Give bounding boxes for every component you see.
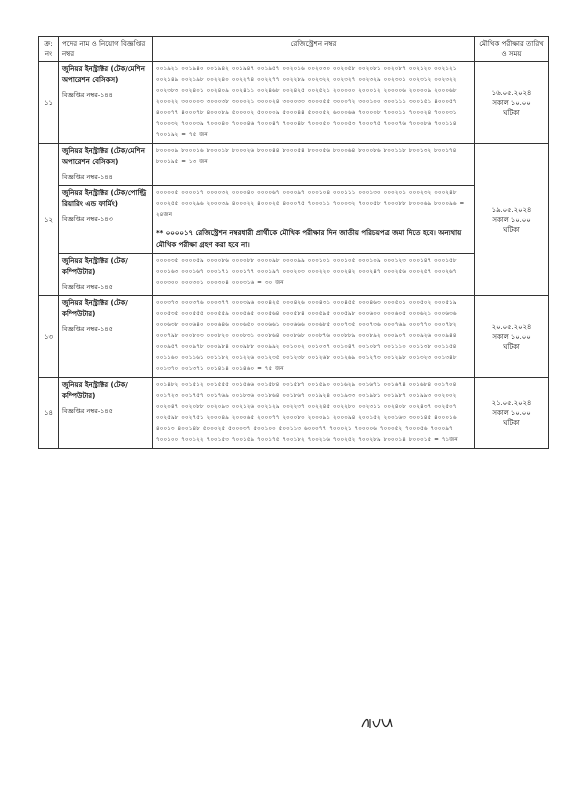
post-cell	[59, 296, 153, 378]
post-cell	[59, 62, 153, 144]
header-serial: ক্র: নং	[39, 37, 59, 62]
registration-numbers: ৮০০০০৯ ৮০০০১৬ ৮০০০১৮ ৮০০০২৬ ৮০০০৪৪ ৮০০০৫৪ ৮০০০৫৬ ৮০০০৬৪ ৮০০০৮৬ ৮০০১১৮ ৮০০১৩২ ৮০০১৭৪ ৮০০১৯৫ = ১৩ জন	[156, 148, 457, 165]
post-name: জুনিয়র ইনস্ট্রাক্টর (টেক/কম্পিউটার)	[62, 381, 128, 400]
viva-cell	[475, 144, 549, 296]
viva-cell	[475, 296, 549, 378]
circular-number: বিজ্ঞপ্তির নম্বর-১৪৫	[62, 407, 113, 415]
viva-date: ২১.০৫.২০২৪	[491, 399, 532, 407]
viva-time: সকাল ১০.০০	[492, 98, 531, 107]
post-cell	[59, 254, 153, 296]
registration-numbers: ০০১৯২১ ০০১৯৪০ ০০১৯৪২ ০০১৯৪৭ ০০১৯৫৭ ০০২০১৬ ০০২০৩০ ০০২০৫৮ ০০২০৮১ ০০২০৮৭ ০০২১২০ ০০২১২১ ০০২১৪৯ ০০২১৯৮ ০০২২৪০ ০০২২৭৪ ০০২২৭৭ ০০২২৮৯ ০০২৩২২ ০০২৩২৭ ০০২৩২৯ ০০২৩০১ ০০২৩১২ ০০২৩২২ ০০২৩৮৩ ০০২৪০১ ০০২৪০৯ ০০২৪১১ ০০২৪৬৮ ০০২৪২৫ ০০২৫২১ ২০০০০০ ২০০০১২ ২০০০০৬ ২০০০০৯ ২০০০৬৮ ২০০০২২ ৩০০০০৩ ৩০০০৩৮ ৩০০০২১ ৩০০০২৪ ৩০০০৩৩ ৩০০০৫৫ ৩০০০৭২ ৩০০১০০ ৩০০১১১ ৩০০১৫১ ৪০০০৫৭ ৪০০০৭৭ ৪০০০৭৮ ৪০০০৮৯ ৫০০০০২ ৫০০০০৯ ৫০০০৪৪ ৫০০০৫২ ৬০০০৬৬ ৭০০০০৮ ৭০০০১১ ৭০০০২৪ ৭০০০৩১ ৭০০০৩২ ৭০০০৩৯ ৭০০০৪০ ৭০০০৪৬ ৭০০০৪৭ ৭০০০৪৮ ৭০০০৫০ ৭০০০৫৩ ৭০০০৭৫ ৭০০০৭৬ ৭০০০৮৬ ৭০০১১৪ ৭০০১৯২ = ৭৫ জন	[156, 66, 457, 138]
viva-unit: ঘটিকা	[503, 419, 520, 427]
table-row	[39, 62, 549, 144]
circular-number: বিজ্ঞপ্তির নম্বর-১৪৩	[62, 215, 113, 223]
registration-cell	[153, 296, 475, 378]
viva-cell	[475, 378, 549, 449]
table-row	[39, 254, 549, 296]
header-viva: মৌখিক পরীক্ষার তারিখ ও সময়	[475, 37, 549, 62]
viva-time: সকাল ১০.০০	[492, 332, 531, 341]
post-name: জুনিয়র ইনস্ট্রাক্টর (টেক/কম্পিউটার)	[62, 299, 128, 318]
circular-number: বিজ্ঞপ্তির নম্বর-১৪৫	[62, 325, 113, 333]
post-name: জুনিয়র ইনস্ট্রাক্টর (টেক/মেশিন অপারেশন বেসিকস)	[62, 65, 145, 84]
viva-cell	[475, 62, 549, 144]
registration-cell	[153, 186, 475, 254]
serial-cell: ১৩	[39, 296, 59, 378]
post-name: জুনিয়র ইনস্ট্রাক্টর (টেক/পোল্ট্রি রিয়ারিং এন্ড ফার্মিং)	[62, 189, 147, 208]
nid-note: ** ০০০০১৭ রেজিস্ট্রেশন নম্বরধারী প্রার্থীকে মৌখিক পরীক্ষার দিন জাতীয় পরিচয়পত্র জমা দিতে হবে। অন্যথায় মৌখিক পরীক্ষা গ্রহণ করা হবে না।	[156, 229, 462, 249]
post-cell	[59, 186, 153, 254]
serial-cell: ১৪	[39, 378, 59, 449]
signature-mark	[360, 713, 400, 733]
registration-cell	[153, 378, 475, 449]
post-name: জুনিয়র ইনস্ট্রাক্টর (টেক/কম্পিউটার)	[62, 257, 128, 276]
table-row	[39, 296, 549, 378]
viva-date: ১৯.০৫.২০২৪	[491, 205, 532, 214]
registration-numbers: ০০১৪৮২ ০০১৫১২ ০০১৫৫৫ ০০১৫৬৬ ০০১৫৮৪ ০০১৫৮৭ ০০১৫৯০ ০০১৬২৯ ০০১৬৭১ ০০১৬৭৪ ০০১৬৮৪ ০০১৭০৪ ০০১৭২৩ ০০১৭৫৭ ০০১৭৬৯ ০০১৮৩৬ ০০১৮৬৪ ০০১৮৬৭ ০০১৯২৪ ০০১৯৩৩ ০০১৯৮১ ০০১৯৮৭ ০০১৯৯৩ ০০২০০২ ০০২০৪৭ ০০২০৮৮ ০০২০৯৩ ০০২১২৬ ০০২১২৯ ০০২২৩৭ ০০২২৪৫ ০০২২৮০ ০০২৩১১ ০০২৪০৮ ০০২৪৩৭ ০০২৫০৭ ০০২৫৯৮ ০০২৭৫১ ২০০০৪৯ ২০০০৬৫ ২০০০৭৭ ২০০০৮০ ২০০০৯১ ২০০০৯৪ ২০০১৫২ ২০০১৬৩ ৩০০১৪৫ ৪০০০১৬ ৪০০১৩ ৪০০১৪৮ ৫০০০২৫ ৫০০০৩৭ ৫০০১০০ ৫০০১১৩ ৬০০০৭৭ ৭০০০২১ ৭০০০০৬ ৭০০০৫২ ৭০০০৫৬ ৭০০০৯৭ ৭০০১০০ ৭০০১২২ ৭০০১৫৩ ৭০০১৫৯ ৭০০১৭৫ ৭০০১৮২ ৭০০২১৬ ৭০০২৫২ ৭০০২৮৯ ৮০০০১৪ ৮০০০১৫ = ৭১জন	[156, 382, 458, 443]
registration-cell	[153, 62, 475, 144]
viva-date: ১৬.০৫.২০২৪	[491, 88, 532, 97]
table-row	[39, 378, 549, 449]
registration-cell	[153, 254, 475, 296]
registration-numbers: ০০০০০৫ ০০০০১৭ ০০০০৩২ ০০০০৪০ ০০০০৬৭ ০০০০৯৭ ০০০১০৪ ০০০১১১ ০০০১৩০ ০০০২০১ ০০০২৩২ ০০০২৪৮ ০০০২৫৫ ০০০২৯৬ ২০০০৩৯ ৪০০০২২ ৪০০০২৫ ৪০০০৭৫ ৭০০০১১ ৭০০০৩২ ৭০০০৫৮ ৭০০০৮৮ ৮০০০৬৯ ৮০০০৯৬ = ২৪জন	[156, 190, 465, 218]
registration-cell	[153, 144, 475, 186]
registration-numbers: ০০০০৩৫ ০০০০৫৯ ০০০০৮৬ ০০০০৮৮ ০০০০৯৮ ০০০০৯৯ ০০০১০১ ০০০১০৫ ০০০১০৯ ০০০১২৩ ০০০১৪৭ ০০০১৫৮ ০০০১৬৩ ০০০১৬৭ ০০০১৭১ ০০০১৭৭ ০০০১৯৭ ০০০২০৩ ০০০২২০ ০০০২৪২ ০০০২৪৭ ০০০২৫৬ ০০০২৫৭ ০০০২৬৭ ০০০৩০০ ০০০৩০১ ০০০৩০৪ ০০০৩১৬ = ৩০ জন	[156, 258, 457, 286]
table-row	[39, 144, 549, 186]
header-post: পদের নাম ও নিয়োগ বিজ্ঞপ্তির নম্বর	[59, 37, 153, 62]
registration-numbers: ০০০৩৭৩ ০০০৩৭৬ ০০০৩৭৭ ০০০৩৯৬ ০০০৪২৫ ০০০৪২৬ ০০০৪৩১ ০০০৪৫৫ ০০০৪৬৩ ০০০৫০১ ০০০৫০২ ০০০৫১৯ ০০০৫৩৫ ০০০৫৫৫ ০০০৫৫৯ ০০০৫৬৫ ০০০৫৬৪ ০০০৫৮৪ ০০০৫৯৫ ০০০৫৯৮ ০০০৬০০ ০০০৬০৫ ০০০৬২১ ০০০৬৩৬ ০০০৬৩৮ ০০০৬৪০ ০০০৬৪৬ ০০০৬৫০ ০০০৬৬১ ০০০৬৬৬ ০০০৬৮৫ ০০০৭৩৫ ০০০৭৩৬ ০০০৭৬৯ ০০০৭৭০ ০০০৭৮২ ০০০৭৯৮ ০০০৮০৩ ০০০৮২০ ০০০৮৩১ ০০০৮৬৪ ০০০৮৬৮ ০০০৮৭৬ ০০০৮৮৯ ০০০৮৯২ ০০০৯০৭ ০০০৯২৬ ০০০৯৪৪ ০০০৯৫৭ ০০০৯৭৮ ০০০৯৮৪ ০০০৯৮৮ ০০০৯৯২ ০০১০০২ ০০১০৩৭ ০০১০৪৭ ০০১০৮৭ ০০১১১০ ০০১১৩৮ ০০১১৫৪ ০০১১৬০ ০০১১৬১ ০০১১৮২ ০০১২২৬ ০০১২৩৫ ০০১২৩৮ ০০১২৬৮ ০০১২৬৯ ০০১২৭৩ ০০১২৯৮ ০০১৩২৩ ০০১৩৪৮ ০০১৩৭০ ০০১৩৭১ ০০১৪১৪ ০০১৪৬০ = ৭৫ জন	[156, 300, 457, 372]
circular-number: বিজ্ঞপ্তির নম্বর-১৪৫	[62, 283, 113, 291]
post-cell	[59, 144, 153, 186]
table-body	[39, 62, 549, 449]
post-name: জুনিয়র ইনস্ট্রাক্টর (টেক/মেশিন অপারেশন বেসিকস)	[62, 147, 145, 166]
header-registration: রেজিস্ট্রেশন নম্বর	[153, 37, 475, 62]
viva-unit: ঘটিকা	[503, 342, 520, 351]
viva-schedule-table	[38, 36, 549, 449]
viva-unit: ঘটিকা	[503, 108, 520, 117]
viva-date: ২০.০৫.২০২৪	[491, 322, 532, 331]
serial-cell: ১২	[39, 144, 59, 296]
serial-cell: ১১	[39, 62, 59, 144]
table-row	[39, 186, 549, 254]
table-header-row	[39, 37, 549, 62]
circular-number: বিজ্ঞপ্তির নম্বর-১৪৪	[62, 91, 113, 99]
viva-time: সকাল ১০.০০	[492, 409, 531, 417]
viva-unit: ঘটিকা	[503, 225, 520, 234]
circular-number: বিজ্ঞপ্তির নম্বর-১৪৪	[62, 173, 113, 181]
viva-time: সকাল ১০.০০	[492, 215, 531, 224]
post-cell	[59, 378, 153, 449]
